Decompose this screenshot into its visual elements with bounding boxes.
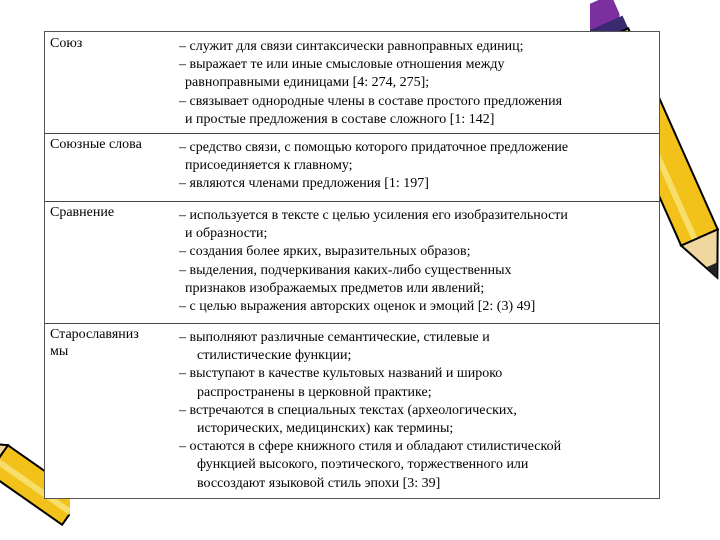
definition-line: – связывает однородные члены в составе простого предложения bbox=[179, 93, 563, 109]
table-row-soyuznye-slova bbox=[45, 133, 659, 202]
definition-line: и образности; bbox=[185, 226, 268, 242]
table-row-staroslavyanizmy bbox=[45, 323, 659, 499]
definition-line: – выделения, подчеркивания каких-либо существенных bbox=[179, 262, 512, 278]
definition-line: – встречаются в специальных текстах (археологических, bbox=[179, 402, 517, 418]
term-cell bbox=[50, 326, 170, 360]
definition-line: присоединяется к главному; bbox=[185, 158, 353, 174]
definitions-table bbox=[44, 31, 660, 499]
table-row-soyuz bbox=[45, 32, 659, 134]
term-cell: Союз bbox=[50, 36, 83, 51]
definition-line: – остаются в сфере книжного стиля и обладают стилистической bbox=[179, 439, 562, 455]
definition-line: – являются членами предложения [1: 197] bbox=[179, 176, 429, 192]
definition-line: – используется в тексте с целью усиления его изобразительности bbox=[179, 208, 568, 223]
definition-line: – с целью выражения авторских оценок и эмоций [2: (3) 49] bbox=[179, 299, 536, 315]
definition-line: функцией высокого, поэтического, торжественного или bbox=[197, 457, 529, 473]
definition-line: – выражает те или иные смысловые отношения между bbox=[179, 57, 505, 73]
definition-line: – служит для связи синтаксически равноправных единиц; bbox=[179, 39, 524, 54]
definition-line: равноправными единицами [4: 274, 275]; bbox=[185, 75, 430, 91]
term-cell: Сравнение bbox=[50, 205, 115, 220]
table-row-sravnenie bbox=[45, 201, 659, 324]
definition-cell bbox=[179, 38, 653, 129]
definition-line: исторических, медицинских) как термины; bbox=[197, 421, 454, 437]
definition-line: распространены в церковной практике; bbox=[197, 384, 432, 400]
definition-line: воссоздают языковой стиль эпохи [3: 39] bbox=[197, 475, 441, 491]
definition-line: – создания более ярких, выразительных образов; bbox=[179, 244, 471, 260]
definition-line: признаков изображаемых предметов или явлений; bbox=[185, 280, 485, 296]
definition-cell bbox=[179, 329, 653, 493]
definition-line: – выступают в качестве культовых названий и широко bbox=[179, 366, 503, 382]
definition-line: и простые предложения в составе сложного [1: 142] bbox=[185, 111, 495, 127]
term-line: мы bbox=[50, 344, 69, 359]
definition-cell bbox=[179, 139, 653, 194]
definition-line: – средство связи, с помощью которого придаточное предложение bbox=[179, 140, 569, 155]
definition-cell bbox=[179, 207, 653, 316]
term-line: Старославяниз bbox=[50, 327, 139, 342]
term-cell: Союзные слова bbox=[50, 137, 142, 152]
definition-line: – выполняют различные семантические, стилевые и bbox=[179, 330, 490, 345]
definition-line: стилистические функции; bbox=[197, 348, 352, 364]
